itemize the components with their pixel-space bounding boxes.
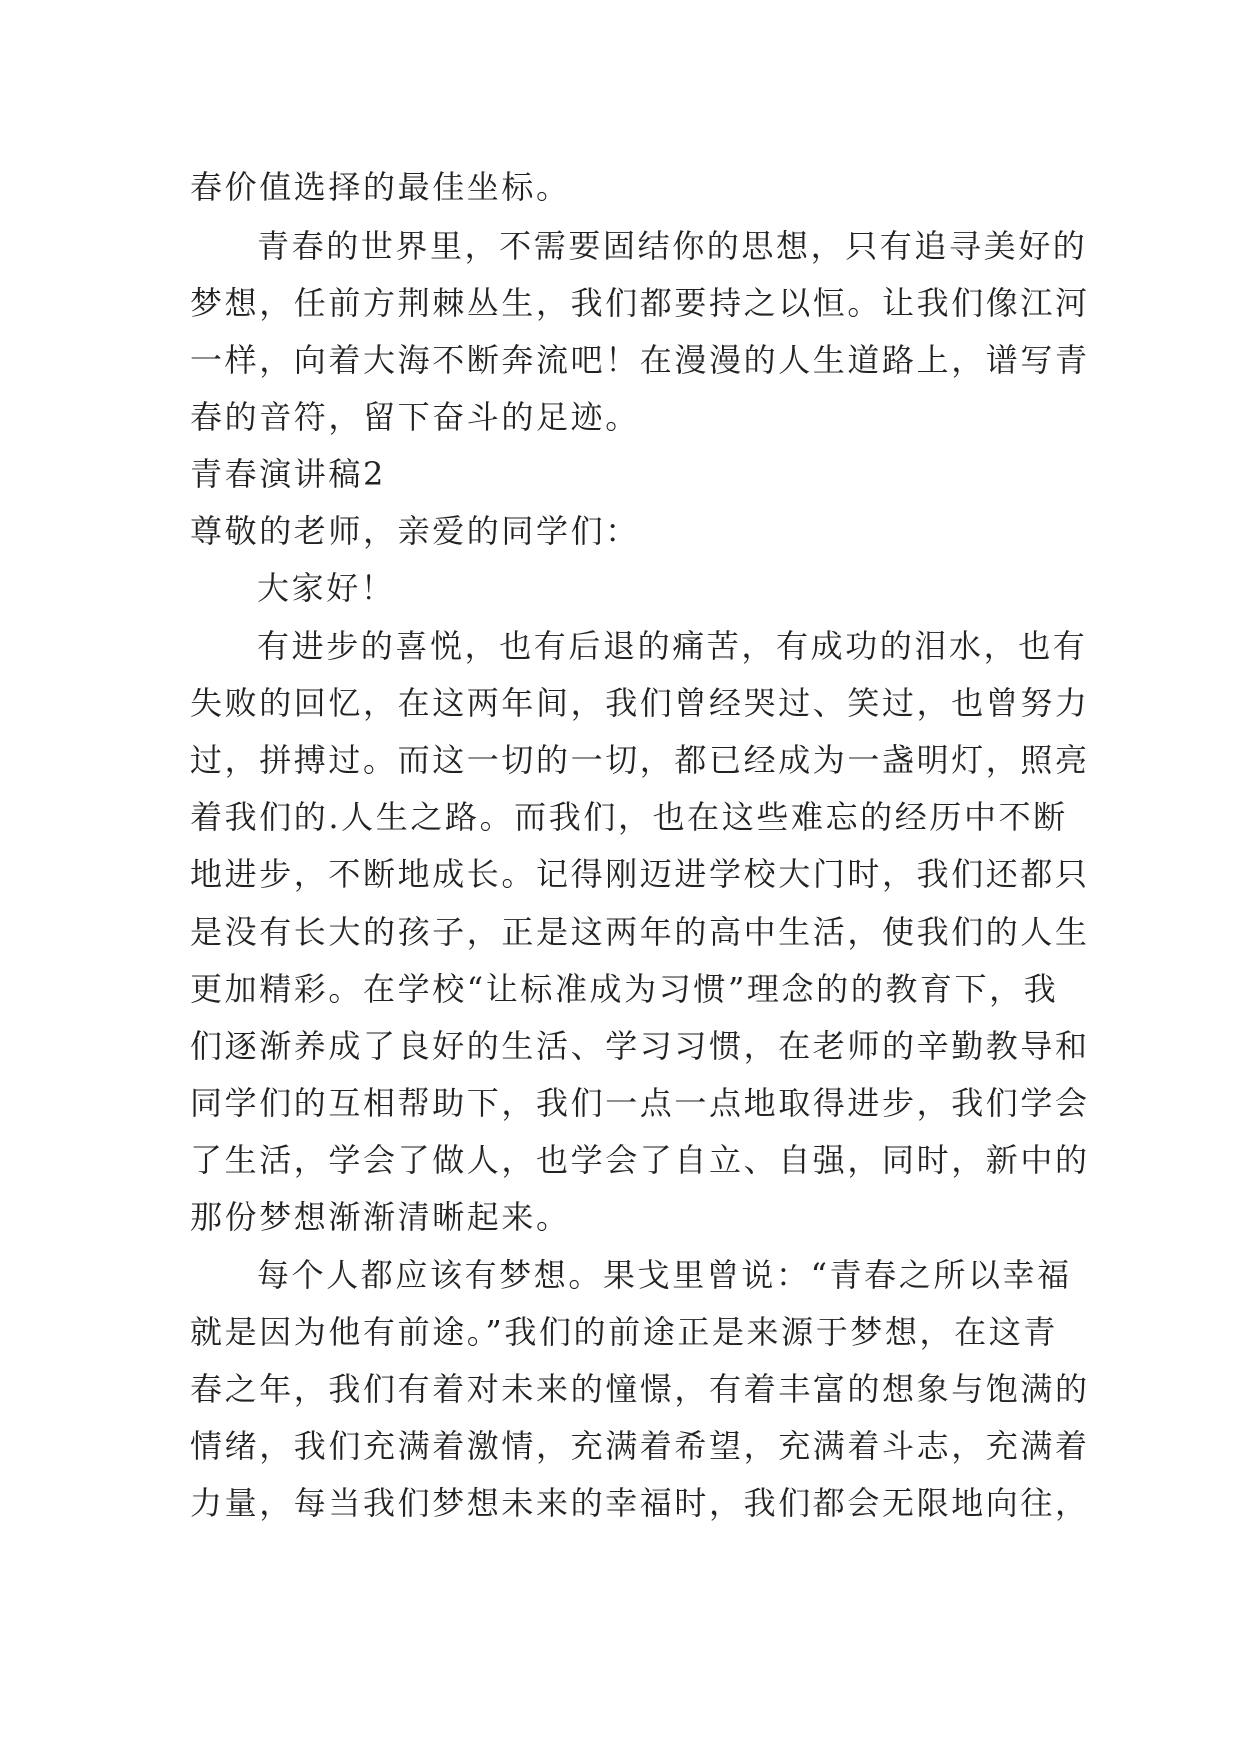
text-line: 一样，向着大海不断奔流吧！在漫漫的人生道路上，谱写青 (190, 341, 1090, 379)
text-line: 力量，每当我们梦想未来的幸福时，我们都会无限地向往， (190, 1484, 1090, 1522)
text-line: 那份梦想渐渐清晰起来。 (190, 1198, 571, 1236)
paragraph-first-line: 有进步的喜悦，也有后退的痛苦，有成功的泪水，也有 (257, 627, 1088, 665)
salutation: 尊敬的老师，亲爱的同学们： (190, 512, 640, 550)
text-line: 春价值选择的最佳坐标。 (190, 168, 571, 206)
text-line: 失败的回忆，在这两年间，我们曾经哭过、笑过，也曾努力 (190, 684, 1090, 722)
text-line: 梦想，任前方荆棘丛生，我们都要持之以恒。让我们像江河 (190, 284, 1090, 322)
text-line: 春之年，我们有着对未来的憧憬，有着丰富的想象与饱满的 (190, 1370, 1090, 1408)
greeting: 大家好！ (257, 569, 396, 607)
text-line: 同学们的互相帮助下，我们一点一点地取得进步，我们学会 (190, 1084, 1090, 1122)
text-line: 地进步，不断地成长。记得刚迈进学校大门时，我们还都只 (190, 855, 1090, 893)
text-line: 了生活，学会了做人，也学会了自立、自强，同时，新中的 (190, 1141, 1090, 1179)
text-line: 是没有长大的孩子，正是这两年的高中生活，使我们的人生 (190, 913, 1090, 951)
text-line: 春的音符，留下奋斗的足迹。 (190, 398, 640, 436)
paragraph-first-line: 青春的世界里，不需要固结你的思想，只有追寻美好的 (257, 227, 1088, 265)
paragraph-first-line: 每个人都应该有梦想。果戈里曾说：“青春之所以幸福 (257, 1256, 1072, 1294)
section-heading: 青春演讲稿2 (190, 455, 386, 493)
text-line: 就是因为他有前途。”我们的前途正是来源于梦想，在这青 (190, 1313, 1058, 1351)
text-line: 着我们的.人生之路。而我们，也在这些难忘的经历中不断 (190, 798, 1068, 836)
text-line: 更加精彩。在学校“让标准成为习惯”理念的的教育下，我 (190, 970, 1059, 1008)
text-line: 过，拼搏过。而这一切的一切，都已经成为一盏明灯，照亮 (190, 741, 1090, 779)
text-line: 情绪，我们充满着激情，充满着希望，充满着斗志，充满着 (190, 1427, 1090, 1465)
text-line: 们逐渐养成了良好的生活、学习习惯，在老师的辛勤教导和 (190, 1027, 1090, 1065)
